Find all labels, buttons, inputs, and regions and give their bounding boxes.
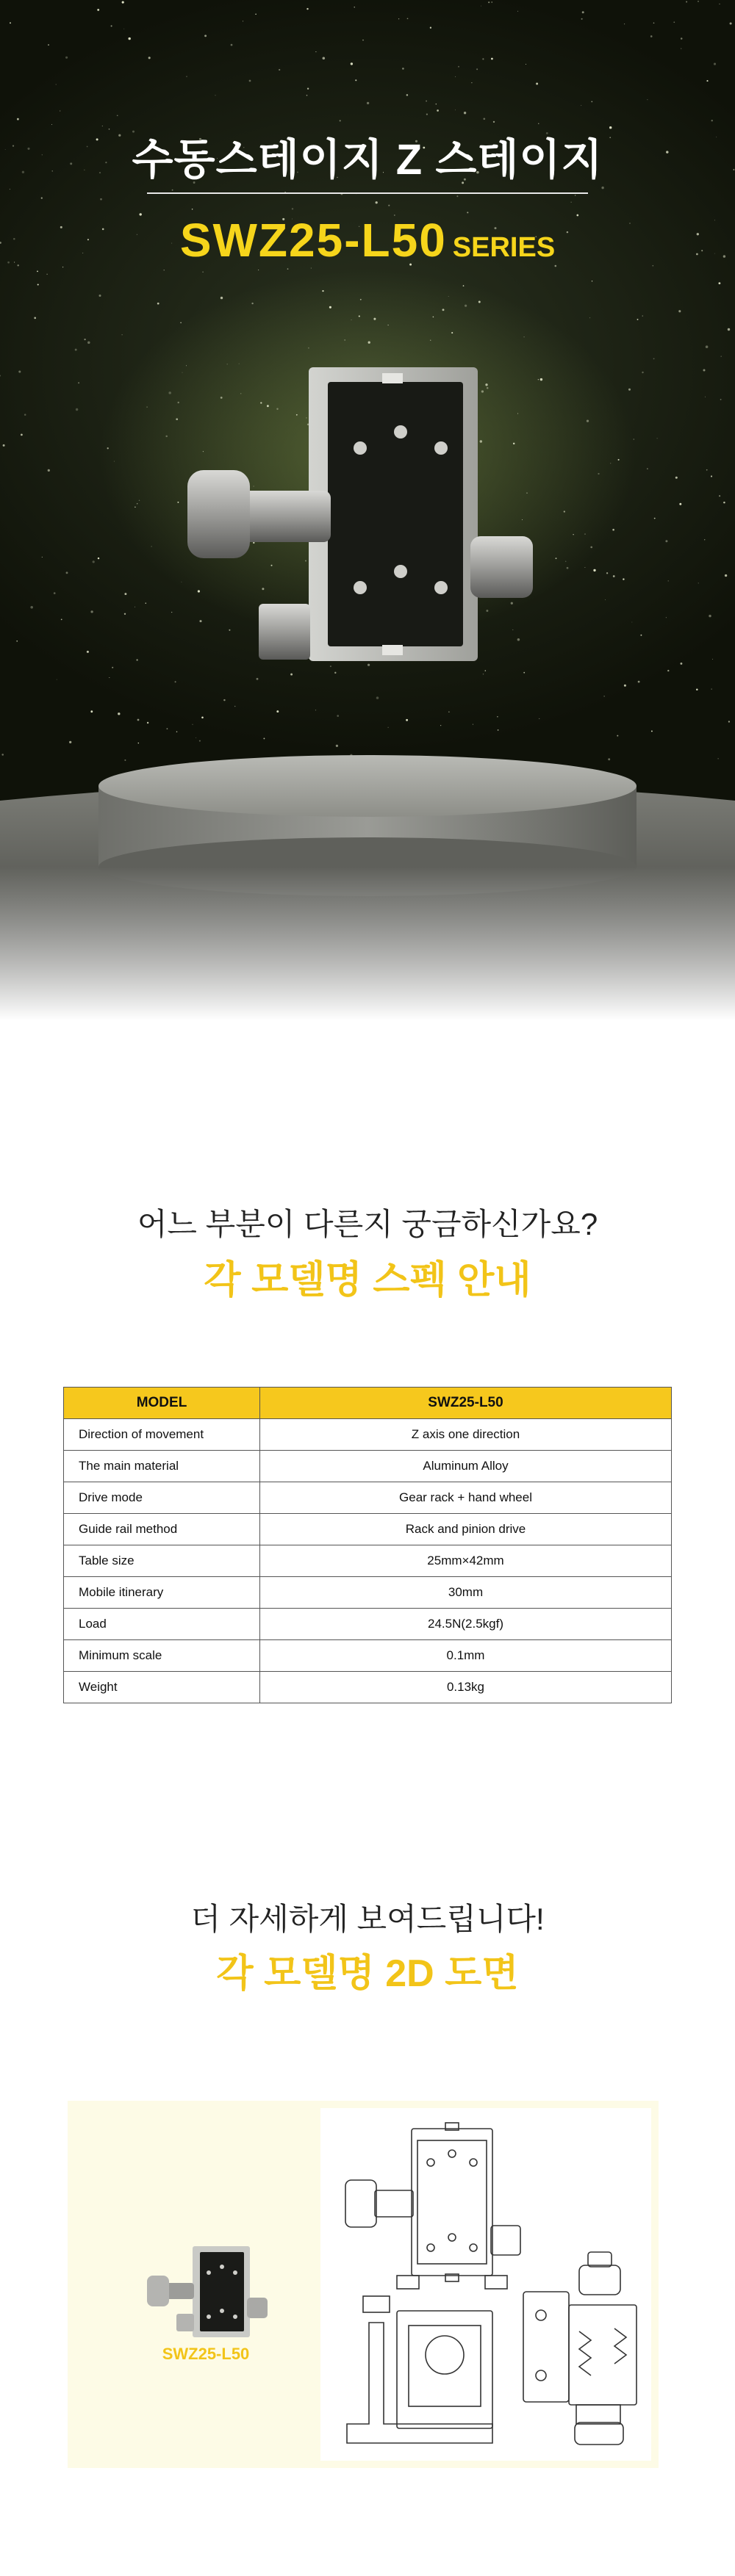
product-thumbnail-image <box>144 2240 269 2343</box>
hero-fade-overlay <box>0 867 735 1028</box>
spec-section-title: 각 모델명 스펙 안내 <box>204 1259 531 1302</box>
table-row <box>64 1545 672 1577</box>
table-row <box>64 1672 672 1703</box>
spec-label: Mobile itinerary <box>64 1577 260 1609</box>
spec-label: Load <box>64 1609 260 1640</box>
table-row <box>64 1640 672 1672</box>
spec-value: Gear rack + hand wheel <box>260 1482 672 1514</box>
spec-value: Aluminum Alloy <box>260 1451 672 1482</box>
spec-label: Direction of movement <box>64 1419 260 1451</box>
table-row <box>64 1419 672 1451</box>
series-label: SERIES <box>452 232 556 263</box>
drawing-section-subtitle: 더 자세하게 보여드립니다! <box>190 1902 545 1936</box>
spec-value: 24.5N(2.5kgf) <box>260 1609 672 1640</box>
spec-value: Z axis one direction <box>260 1419 672 1451</box>
spec-label: Drive mode <box>64 1482 260 1514</box>
table-row <box>64 1514 672 1545</box>
spec-value: 0.13kg <box>260 1672 672 1703</box>
hero-divider <box>147 192 588 194</box>
spec-label: The main material <box>64 1451 260 1482</box>
spec-table <box>63 1387 672 1703</box>
2d-technical-drawing <box>320 2108 651 2461</box>
spec-table-header-row <box>64 1388 672 1419</box>
table-row <box>64 1577 672 1609</box>
hero-banner <box>0 0 735 1028</box>
hero-model-name <box>0 213 735 267</box>
spec-label: Guide rail method <box>64 1514 260 1545</box>
spec-value: 25mm×42mm <box>260 1545 672 1577</box>
product-label: SWZ25-L50 <box>162 2345 250 2363</box>
table-row <box>64 1609 672 1640</box>
table-row <box>64 1482 672 1514</box>
model-code: SWZ25-L50 <box>179 214 447 267</box>
spec-value: Rack and pinion drive <box>260 1514 672 1545</box>
spec-header-value: SWZ25-L50 <box>260 1388 672 1419</box>
spec-label: Minimum scale <box>64 1640 260 1672</box>
spec-label: Table size <box>64 1545 260 1577</box>
drawing-section-title: 각 모델명 2D 도면 <box>216 1952 519 1995</box>
spec-value: 30mm <box>260 1577 672 1609</box>
spec-section-subtitle: 어느 부분이 다른지 궁금하신가요? <box>137 1207 598 1241</box>
table-row <box>64 1451 672 1482</box>
spec-header-label: MODEL <box>64 1388 260 1419</box>
spec-value: 0.1mm <box>260 1640 672 1672</box>
hero-title: 수동스테이지 Z 스테이지 <box>132 136 603 184</box>
spec-label: Weight <box>64 1672 260 1703</box>
